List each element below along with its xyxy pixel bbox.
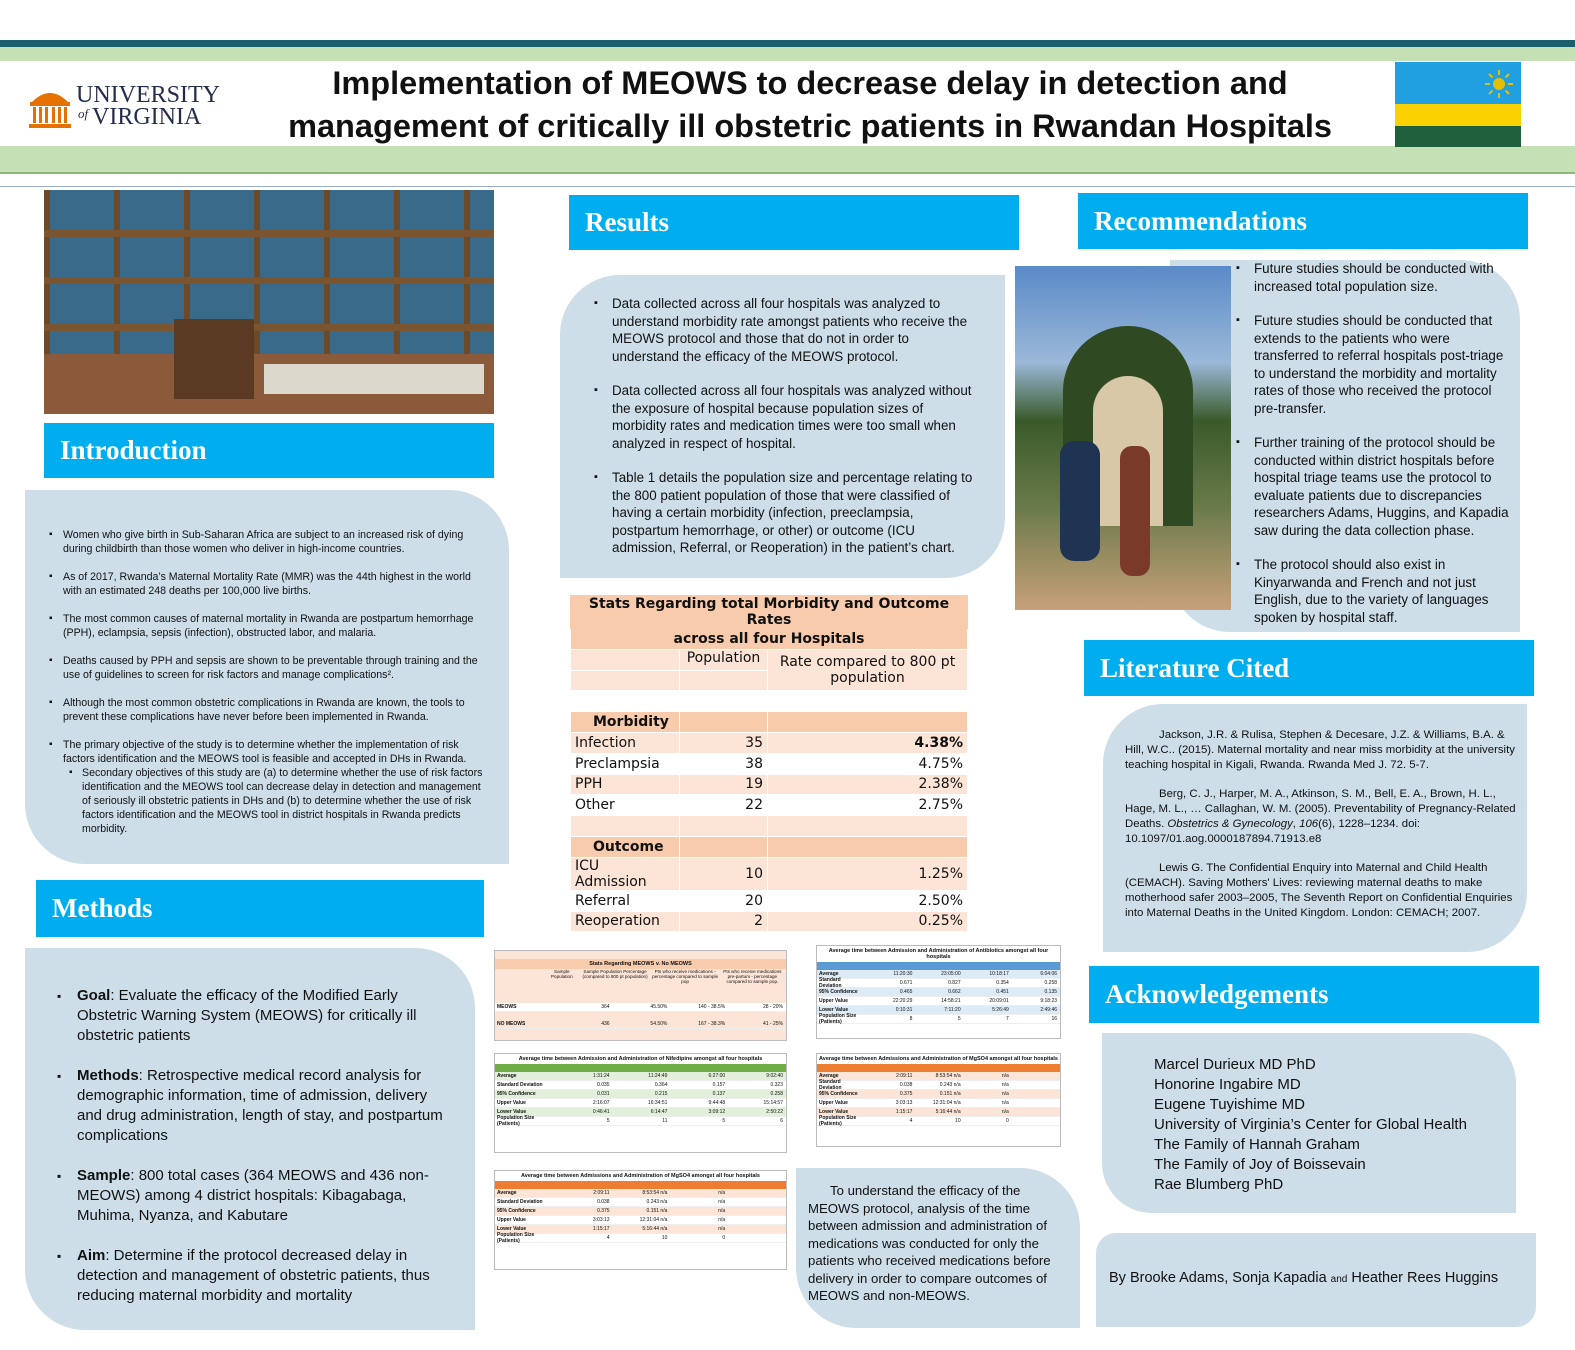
poster-title [230,62,1390,148]
recommendation-item: ▪ Future studies should be conducted that extends to the patients who were transferred to referral hospitals post-triage to understand the morbidity and mortality rates of those who received the protocol pre-transfer. [1232,312,1512,417]
intro-item: ▪ Women who give birth in Sub-Saharan Africa are subject to an increased risk of dying during childbirth than those women who deliver in high-income countries. [49,528,489,556]
mini-cell: 2:09:11 [593,1190,610,1196]
mini-cell: 12:31:04 n/a [932,1100,961,1106]
mini-cell: 7:11:20 [944,1007,961,1013]
introduction-list [49,528,489,836]
mini-cell: Standard Deviation [819,1079,842,1091]
mini-cell: n/a [718,1199,726,1205]
mini-cell: Standard Deviation [497,1199,543,1205]
title-line1: Implementation of MEOWS to decrease delay in detection and [332,65,1288,101]
mini-cell: Upper Value [819,1100,848,1106]
results-panel [560,275,1005,578]
mini-title: Average time between Admissions and Administration of MgSO4 amongst all four hospitals [521,1173,760,1179]
recommendations-heading: Recommendations [1078,193,1528,249]
table-row [571,795,968,816]
mini-cell: 0.258 [770,1091,783,1097]
mini-cell: 6 [780,1118,783,1124]
mini-cell: 2:49:46 [1040,1007,1058,1013]
authors-panel [1096,1233,1536,1327]
methods-item-label: Methods [77,1067,139,1084]
mini-cell: 14:58:21 [941,998,961,1004]
mini-row [817,979,1060,988]
literature-panel [1103,704,1527,952]
results-summary-panel [796,1168,1080,1328]
rwanda-flag-yellow [1395,104,1521,126]
methods-item [55,1246,455,1306]
mini-cell: Average [497,1073,517,1079]
mini-row [817,988,1060,997]
mini-cell: Upper Value [819,998,848,1004]
row-rate: 4.38% [768,732,968,753]
mini-cell: n/a [718,1217,726,1223]
mini-row [817,1015,1060,1024]
reference-text: Berg, C. J., Harper, M. A., Atkinson, S. M., Bell, E. A., Brown, H. L., Hage, M. L., … Callaghan, W. M. (2005). Preventability of Pregnancy-Related Deaths. [1125,788,1516,830]
mini-cell: 0 [722,1235,726,1241]
recommendation-item: ▪ The protocol should also exist in Kinyarwanda and French and not just English, due to the variety of languages spoken by hospital staff. [1232,556,1512,626]
methods-item-label: Goal [77,987,111,1004]
recommendations-list [1232,260,1512,626]
reference-text: , [1292,818,1300,830]
mini-col: Sample Population [550,969,573,979]
mini-cell: 9:02:40 [766,1073,783,1079]
reference: Lewis G. The Confidential Enquiry into Maternal and Child Health (CEMACH). Saving Mothers' Lives: reviewing maternal deaths to make motherhood safer 2003–2005, The Seventh Report on Confidential Enquiries into Maternal Deaths in the United Kingdom. London: CEMACH; 2007. [1125,862,1513,919]
mini-cell: Population Size (Patients) [819,1013,857,1025]
mini-cell: Average [819,1073,839,1079]
mini-row [817,1099,1060,1108]
mini-cell: 0.465 [899,989,913,995]
mini-row [495,1207,786,1216]
mini-cell: Average [819,971,839,977]
mini-cell: 15:14:57 [763,1100,783,1106]
row-rate: 2.50% [768,890,968,911]
mini-cell: 0.375 [899,1091,913,1097]
mini-cell: NO MEOWS [497,1021,526,1027]
mini-title: Average time between Admissions and Administration of MgSO4 amongst all four hospitals [819,1056,1058,1062]
table-row [571,753,968,774]
mini-cell: 0.451 [996,989,1009,995]
col-header-rate [768,649,968,691]
col-header-rate-line1: Rate compared to 800 pt [779,654,956,671]
mini-cell: 9:44:48 [708,1100,726,1106]
mini-cell: n/a [1001,1109,1009,1115]
methods-item-text: : 800 total cases (364 MEOWS and 436 non-MEOWS) among 4 district hospitals: Kibagabaga, Muhima, Nyanza, and Kabutare [77,1167,429,1224]
acknowledgement-name: Rae Blumberg PhD [1154,1176,1284,1193]
mini-row [495,1003,786,1012]
mini-cell: Population Size (Patients) [497,1232,535,1244]
introduction-panel [25,490,509,864]
row-pop: 2 [680,911,768,932]
mini-row [495,1234,786,1243]
mini-cell: 3:03:13 [592,1217,610,1223]
mini-cell: 10 [661,1235,668,1241]
mini-cell: 5 [722,1118,726,1124]
methods-item [55,986,455,1046]
table-row [571,857,968,890]
mini-cell: 3:03:13 [895,1100,913,1106]
acknowledgement-name: Marcel Durieux MD PhD [1154,1056,1316,1073]
acknowledgements-heading: Acknowledgements [1089,966,1539,1023]
row-rate: 4.75% [768,753,968,774]
mini-cell: 95% Confidence [497,1208,536,1214]
mini-cell: Standard Deviation [497,1082,543,1088]
mini-cell: 0.364 [654,1082,668,1088]
mini-cell: 0 [1006,1118,1009,1124]
methods-item-text: : Retrospective medical record analysis for demographic information, time of admission, delivery and drug administration, length of stay, and postpartum complications [77,1067,443,1144]
row-pop: 22 [680,795,768,816]
mini-cell: 4 [909,1118,913,1124]
reference-journal: Obstetrics & Gynecology [1167,818,1293,830]
mini-cell: 1:15:17 [592,1226,610,1232]
methods-heading: Methods [36,880,484,937]
mini-cell: 0.031 [597,1091,610,1097]
mini-cell: 1:31:24 [592,1073,610,1079]
literature-list [1125,728,1517,921]
results-list [590,295,975,557]
methods-panel [25,948,475,1330]
authors-and: and [1330,1274,1348,1285]
mini-cell: 95% Confidence [819,1091,858,1097]
row-pop: 20 [680,890,768,911]
mini-cell: 0.323 [770,1082,783,1088]
meows-comparison-table [494,950,787,1041]
nifedipine-table [494,1053,787,1153]
table-corner [571,649,680,670]
authors-pre: By Brooke Adams, Sonja Kapadia [1109,1270,1327,1286]
mini-row [495,1072,786,1081]
mini-cell: 0.827 [948,980,961,986]
intro-sub-item: ▪ Secondary objectives of this study are (a) to determine whether the use of risk factors identification and the MEOWS tool can decrease delay in detection and management of seriously ill obstetric patients in DHs and (b) to determine whether the use of risk factors identification and the MEOWS tool in district hospitals in Rwanda predicts morbidity. [49,766,489,836]
antibiotics-table [816,945,1061,1039]
recommendation-item: ▪ Future studies should be conducted with increased total population size. [1232,260,1512,295]
mini-cell: n/a [718,1208,726,1214]
sun-icon [1484,69,1514,99]
mini-row [817,1117,1060,1126]
authors-post: Heather Rees Huggins [1351,1270,1499,1286]
row-pop: 10 [680,857,768,890]
row-rate: 1.25% [768,857,968,890]
mini-title: Average time between Admission and Administration of Antibiotics amongst all four hospitals [828,948,1049,960]
mini-cell: 2:09:11 [896,1073,913,1079]
mini-cell: 8:53:54 n/a [935,1073,961,1079]
mini-cell: 4 [606,1235,610,1241]
mini-cell: Population Size (Patients) [819,1115,857,1127]
mini-row [495,1099,786,1108]
mini-cell: 8:53:54 n/a [642,1190,668,1196]
table-row [571,890,968,911]
methods-list [55,986,455,1306]
mini-cell: 436 [601,1021,610,1027]
table-row [571,911,968,932]
mini-col: Sample Population Percentage (compared to 800 pt population) [582,969,648,979]
table-row [571,774,968,795]
mini-row [495,1081,786,1090]
mini-cell: 11:20:30 [893,971,913,977]
mini-cell: 20:09:01 [989,998,1009,1004]
acknowledgement-name: Honorine Ingabire MD [1154,1076,1301,1093]
logo-line2: VIRGINIA [92,104,202,130]
mini-col: Pts who receive medications - percentage compared to sample pop [652,969,719,984]
mini-cell: 0:10:31 [895,1007,913,1013]
reference [1125,787,1517,847]
results-item: ▪ Data collected across all four hospitals was analyzed without the exposure of hospital because population sizes of morbidity rates and medication times were too small when analyzed in respect of hospital. [590,382,975,452]
mini-cell: 0.135 [1044,989,1058,995]
row-name: PPH [571,774,680,795]
intro-item: ▪ The primary objective of the study is to determine whether the implementation of risk factors identification and the MEOWS tool is feasible and accepted in DHs in Rwanda. [49,738,489,766]
mini-cell: Lower Value [819,1109,849,1115]
mini-cell: n/a [718,1190,726,1196]
mini-cell: 41 - 25% [762,1021,783,1027]
col-header-rate-line2: population [830,670,905,687]
mini-cell: 6:04:06 [1040,971,1058,977]
mini-cell: 8 [909,1016,913,1022]
header-bottom-band [0,146,1575,174]
mini-cell: 0.151 n/a [646,1208,668,1214]
mini-cell: Upper Value [497,1217,526,1223]
mini-cell: 0.375 [597,1208,610,1214]
mini-cell: n/a [1001,1100,1009,1106]
header-green-band [0,47,1575,61]
mini-cell: 0.151 n/a [939,1091,961,1097]
mini-cell: Lower Value [497,1109,527,1115]
methods-item-text: : Determine if the protocol decreased delay in detection and management of obstetric patients, thus reducing maternal morbidity and mortality [77,1247,430,1304]
acknowledgement-name: The Family of Hannah Graham [1154,1136,1360,1153]
mini-row [817,1090,1060,1099]
header-top-band [0,40,1575,47]
mini-cell: 45.50% [650,1004,668,1010]
intro-item: ▪ As of 2017, Rwanda’s Maternal Mortality Rate (MMR) was the 44th highest in the world with an estimated 248 deaths per 100,000 live births. [49,570,489,598]
logo-line1: UNIVERSITY [76,82,220,108]
results-heading: Results [569,195,1019,250]
mini-cell: 1:15:17 [895,1109,913,1115]
methods-item-label: Sample [77,1167,131,1184]
row-pop: 38 [680,753,768,774]
mini-row [495,1189,786,1198]
acknowledgement-name: University of Virginia’s Center for Global Health [1154,1116,1467,1133]
mini-cell: 10 [955,1118,961,1124]
mini-cell: 95% Confidence [819,989,858,995]
table-title-2: across all four Hospitals [571,629,968,650]
mini-cell: Lower Value [819,1007,849,1013]
col-header-population: Population [680,649,768,670]
mini-cell: 140 - 38.5% [698,1004,726,1010]
table-row [571,732,968,753]
mini-col: Pts who receive medications pre-partum - percentage compared to sample pop. [723,969,782,984]
mini-cell: Average [497,1190,517,1196]
mini-cell: 0.243 n/a [939,1082,961,1088]
acknowledgements-panel [1102,1033,1516,1213]
mini-title: Average time between Admission and Administration of Nifedipine amongst all four hospitals [518,1056,763,1062]
reference: Jackson, J.R. & Rulisa, Stephen & Decesare, J.Z. & Williams, B.A. & Hill, W.C.. (2015). Maternal mortality and near miss morbidity at the university teaching hospital in Kigali, Rwanda. Rwanda Med J. 72. 5-7. [1125,729,1515,771]
rotunda-icon [28,84,72,130]
mini-cell: 5:16:44 n/a [642,1226,668,1232]
methods-item-text: : Evaluate the efficacy of the Modified Early Obstetric Warning System (MEOWS) for critically ill obstetric patients [77,987,417,1044]
methods-item [55,1166,455,1226]
mini-cell: 9:18:23 [1040,998,1058,1004]
mini-cell: 0.671 [899,980,913,986]
mini-cell: n/a [1001,1073,1009,1079]
acknowledgements-list [1154,1055,1506,1195]
mini-cell: 6:27:00 [708,1073,726,1079]
mini-cell: 11 [662,1118,668,1124]
mini-cell: 0.258 [1044,980,1058,986]
intro-item: ▪ Although the most common obstetric complications in Rwanda are known, the tools to prevent these complications have never before been implemented in Rwanda. [49,696,489,724]
table-title-1: Stats Regarding total Morbidity and Outcome Rates [571,596,968,629]
mgso4-table-2 [816,1053,1061,1147]
results-item: ▪ Data collected across all four hospitals was analyzed to understand morbidity rate amongst patients who receive the MEOWS protocol and those that do not in order to understand the efficacy of the MEOWS protocol. [590,295,975,365]
mini-cell: 22:20:29 [892,998,913,1004]
results-summary: To understand the efficacy of the MEOWS protocol, analysis of the time between admission and administration of medications was conducted for only the patients who received medications before delivery in order to compare outcomes of MEOWS and non-MEOWS. [808,1183,1051,1303]
title-line2: management of critically ill obstetric patients in Rwandan Hospitals [288,108,1332,144]
logo-of: of [78,106,89,121]
intro-item: ▪ Deaths caused by PPH and sepsis are shown to be preventable through training and the use of guidelines to screen for risk factors and manage complications². [49,654,489,682]
methods-item-label: Aim [77,1247,106,1264]
mini-cell: n/a [718,1226,726,1232]
mini-row [495,1216,786,1225]
mini-cell: 0.662 [948,989,961,995]
mini-title: Stats Regarding MEOWS v. No MEOWS [495,959,786,969]
university-logo [28,82,228,132]
mini-cell: 5 [957,1016,961,1022]
literature-heading: Literature Cited [1084,640,1534,696]
methods-item [55,1066,455,1146]
row-pop: 19 [680,774,768,795]
row-name: Reoperation [571,911,680,932]
mini-cell: Standard Deviation [819,977,842,989]
row-rate: 0.25% [768,911,968,932]
mini-cell: 16:34:51 [647,1100,668,1106]
mini-cell: 0.038 [597,1199,610,1205]
reference-text: (6), 1228–1234. doi: 10.1097/01.aog.0000187894.71913.e8 [1125,818,1421,845]
mini-cell: Population Size (Patients) [497,1115,535,1127]
mini-cell: 2:16:07 [592,1100,610,1106]
mini-cell: Lower Value [497,1226,527,1232]
mini-cell: 0.215 [654,1091,668,1097]
row-name: ICU Admission [571,857,680,890]
mini-cell: 0.038 [899,1082,913,1088]
mini-cell: 364 [601,1004,610,1010]
mini-cell: 0.354 [996,980,1009,986]
row-name: Preclampsia [571,753,680,774]
mini-cell: 23:05:00 [941,971,961,977]
mgso4-table [494,1170,787,1270]
row-rate: 2.75% [768,795,968,816]
morbidity-outcome-table [570,595,968,932]
mini-cell: n/a [1001,1091,1009,1097]
mini-cell: 6:14:47 [650,1109,668,1115]
mini-cell: 0.137 [712,1091,726,1097]
mini-cell: 0.243 n/a [646,1199,668,1205]
mini-row [495,1090,786,1099]
hospital-gate-photo [1015,266,1231,610]
records-room-photo [44,190,494,414]
recommendation-item: ▪ Further training of the protocol should be conducted within district hospitals before hospital triage teams use the protocol to evaluate patients due to discrepancies researchers Adams, Huggins, and Kapadia saw during the data collection phase. [1232,434,1512,539]
mini-cell: 0.157 [712,1082,726,1088]
rwanda-flag-green [1395,126,1521,147]
mini-cell: n/a [1001,1082,1009,1088]
mini-cell: 0:46:41 [592,1109,610,1115]
acknowledgement-name: The Family of Joy of Boissevain [1154,1156,1366,1173]
mini-cell: 16 [1051,1016,1058,1022]
reference-volume: 106 [1299,818,1319,830]
mini-cell: 5:26:49 [992,1007,1009,1013]
mini-cell: 2:50:22 [766,1109,783,1115]
mini-cell: 11:24:49 [648,1073,668,1079]
mini-cell: 95% Confidence [497,1091,536,1097]
row-rate: 2.38% [768,774,968,795]
mini-cell: 54.50% [650,1021,668,1027]
mini-cell: 3:09:12 [708,1109,726,1115]
group-morbidity: Morbidity [571,712,680,733]
mini-cell: 5 [606,1118,610,1124]
mini-row [817,1081,1060,1090]
mini-cell: 10:18:17 [989,971,1009,977]
results-item: ▪ Table 1 details the population size and percentage relating to the 800 patient population of those that were classified of having a certain morbidity (infection, preeclampsia, postpartum hemorrhage, or other) or outcome (ICU admission, Referral, or Reoperation) in the patient’s chart. [590,469,975,557]
mini-cell: Upper Value [497,1100,526,1106]
group-outcome: Outcome [571,836,680,857]
mini-row [495,1117,786,1126]
mini-row [817,997,1060,1006]
acknowledgement-name: Eugene Tuyishime MD [1154,1096,1305,1113]
mini-row [495,1198,786,1207]
row-pop: 35 [680,732,768,753]
mini-cell: 28 - 20% [762,1004,783,1010]
mini-cell: 7 [1006,1016,1009,1022]
row-name: Referral [571,890,680,911]
row-name: Infection [571,732,680,753]
intro-item: ▪ The most common causes of maternal mortality in Rwanda are postpartum hemorrhage (PPH), eclampsia, sepsis (infection), obstructed labor, and malaria. [49,612,489,640]
mini-cell: MEOWS [497,1004,517,1010]
mini-cell: 12:31:04 n/a [639,1217,668,1223]
mini-row [495,1020,786,1029]
mini-cell: 167 - 38.3% [698,1021,726,1027]
header-bottom-line [0,174,1575,187]
row-name: Other [571,795,680,816]
mini-cell: 5:16:44 n/a [935,1109,961,1115]
introduction-heading: Introduction [44,423,494,478]
mini-cell: 0.035 [597,1082,610,1088]
